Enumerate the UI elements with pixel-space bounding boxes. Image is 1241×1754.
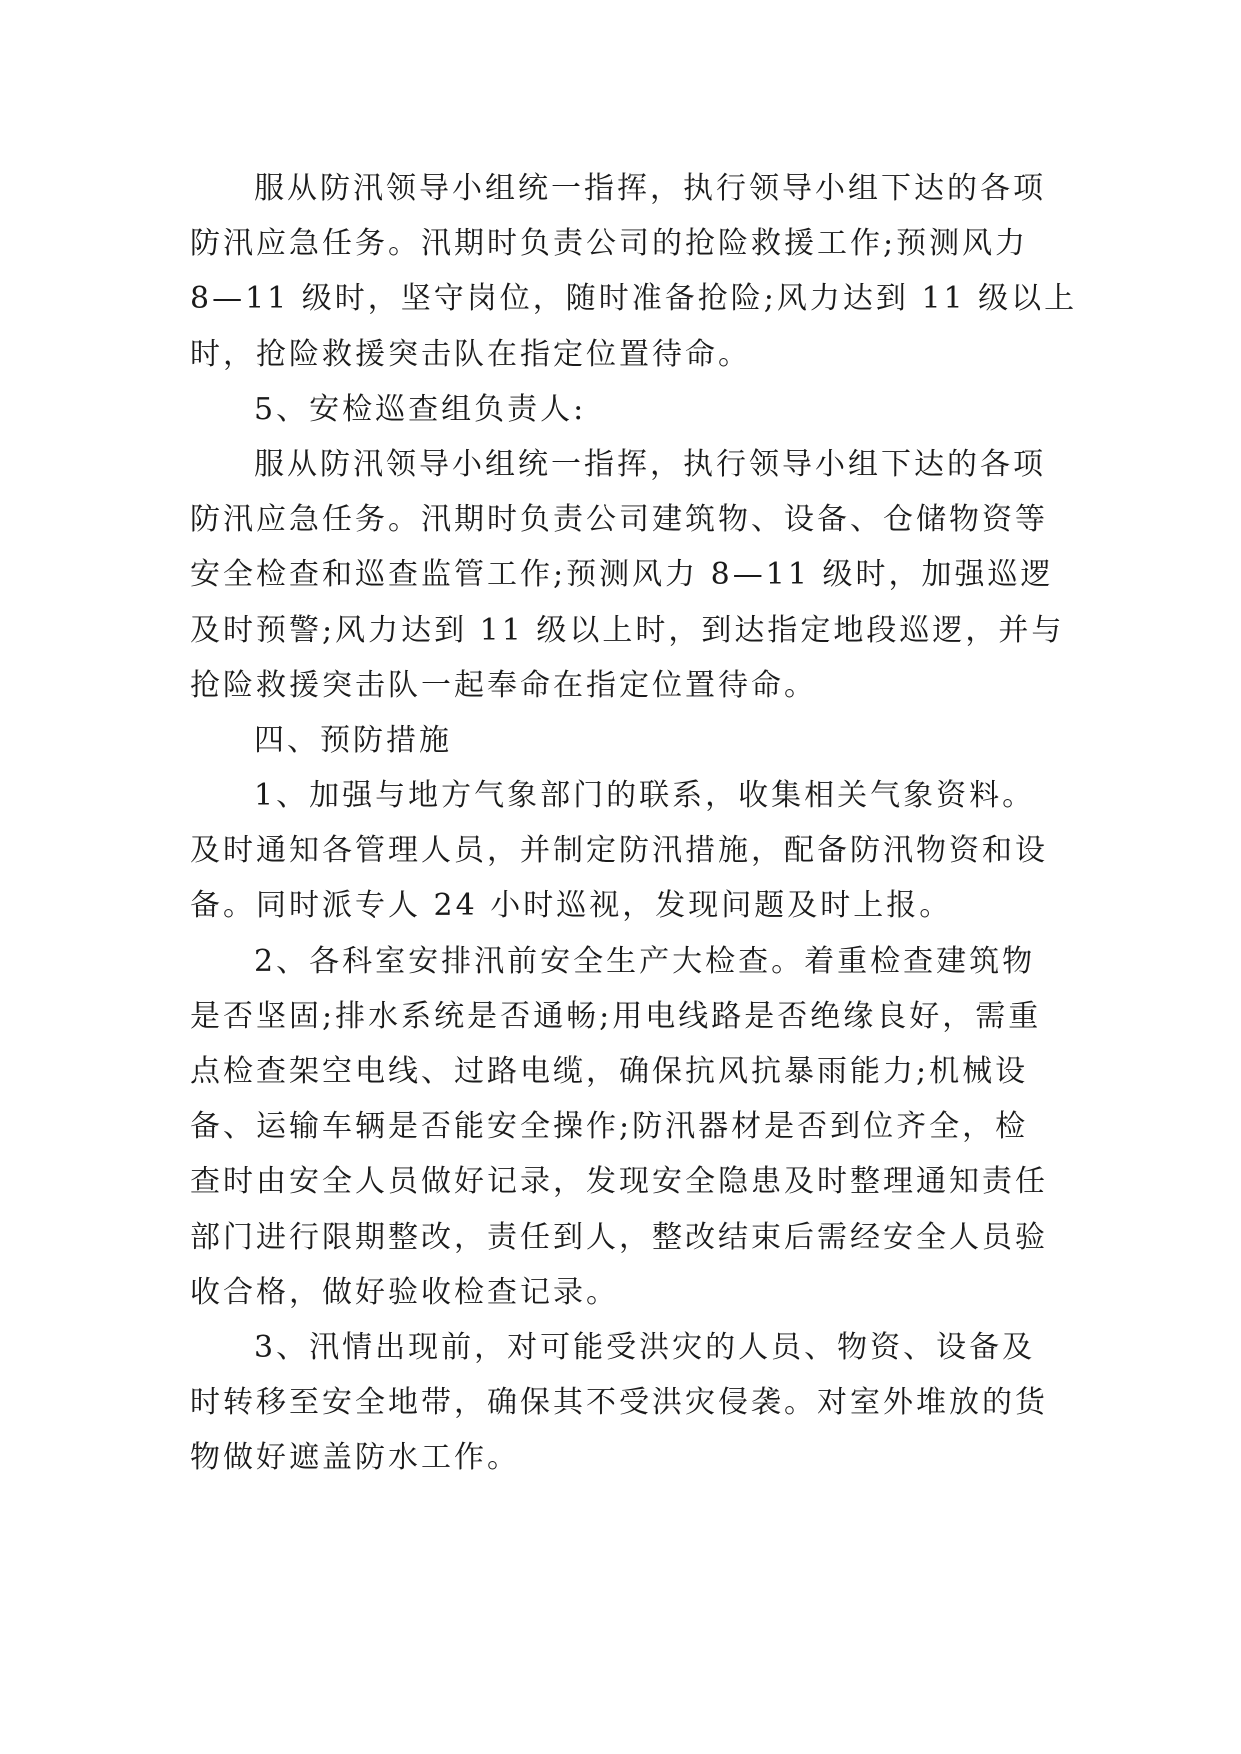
text-line: 3、汛情出现前，对可能受洪灾的人员、物资、设备及 xyxy=(254,1329,1036,1365)
text-line: 服从防汛领导小组统一指挥，执行领导小组下达的各项 xyxy=(254,446,1046,482)
text-line: 四、预防措施 xyxy=(254,722,452,758)
text-line: 2、各科室安排汛前安全生产大检查。着重检查建筑物 xyxy=(254,943,1036,979)
text-line: 及时通知各管理人员，并制定防汛措施，配备防汛物资和设 xyxy=(190,833,1048,869)
text-line: 是否坚固;排水系统是否通畅;用电线路是否绝缘良好，需重 xyxy=(190,998,1042,1034)
text-line: 物做好遮盖防水工作。 xyxy=(190,1440,520,1476)
text-line: 时转移至安全地带，确保其不受洪灾侵袭。对室外堆放的货 xyxy=(190,1385,1048,1421)
text-line: 备、运输车辆是否能安全操作;防汛器材是否到位齐全，检 xyxy=(190,1109,1029,1145)
text-line: 防汛应急任务。汛期时负责公司的抢险救援工作;预测风力 xyxy=(190,226,1029,262)
document-body xyxy=(190,161,1078,1486)
text-line: 抢险救援突击队一起奉命在指定位置待命。 xyxy=(190,667,817,703)
text-line: 8—11 级时，坚守岗位，随时准备抢险;风力达到 11 级以上 xyxy=(190,281,1078,317)
text-line: 及时预警;风力达到 11 级以上时，到达指定地段巡逻，并与 xyxy=(190,612,1065,648)
text-line: 收合格，做好验收检查记录。 xyxy=(190,1274,619,1310)
text-line: 备。同时派专人 24 小时巡视，发现问题及时上报。 xyxy=(190,888,953,924)
text-line: 5、安检巡查组负责人: xyxy=(254,391,587,427)
text-line: 安全检查和巡查监管工作;预测风力 8—11 级时，加强巡逻 xyxy=(190,557,1054,593)
text-line: 防汛应急任务。汛期时负责公司建筑物、设备、仓储物资等 xyxy=(190,502,1048,538)
text-line: 查时由安全人员做好记录，发现安全隐患及时整理通知责任 xyxy=(190,1164,1048,1200)
text-line: 1、加强与地方气象部门的联系，收集相关气象资料。 xyxy=(254,778,1036,814)
text-line: 服从防汛领导小组统一指挥，执行领导小组下达的各项 xyxy=(254,171,1046,206)
text-line: 点检查架空电线、过路电缆，确保抗风抗暴雨能力;机械设 xyxy=(190,1054,1029,1089)
text-line: 时，抢险救援突击队在指定位置待命。 xyxy=(190,336,751,372)
text-line: 部门进行限期整改，责任到人，整改结束后需经安全人员验 xyxy=(190,1219,1048,1255)
